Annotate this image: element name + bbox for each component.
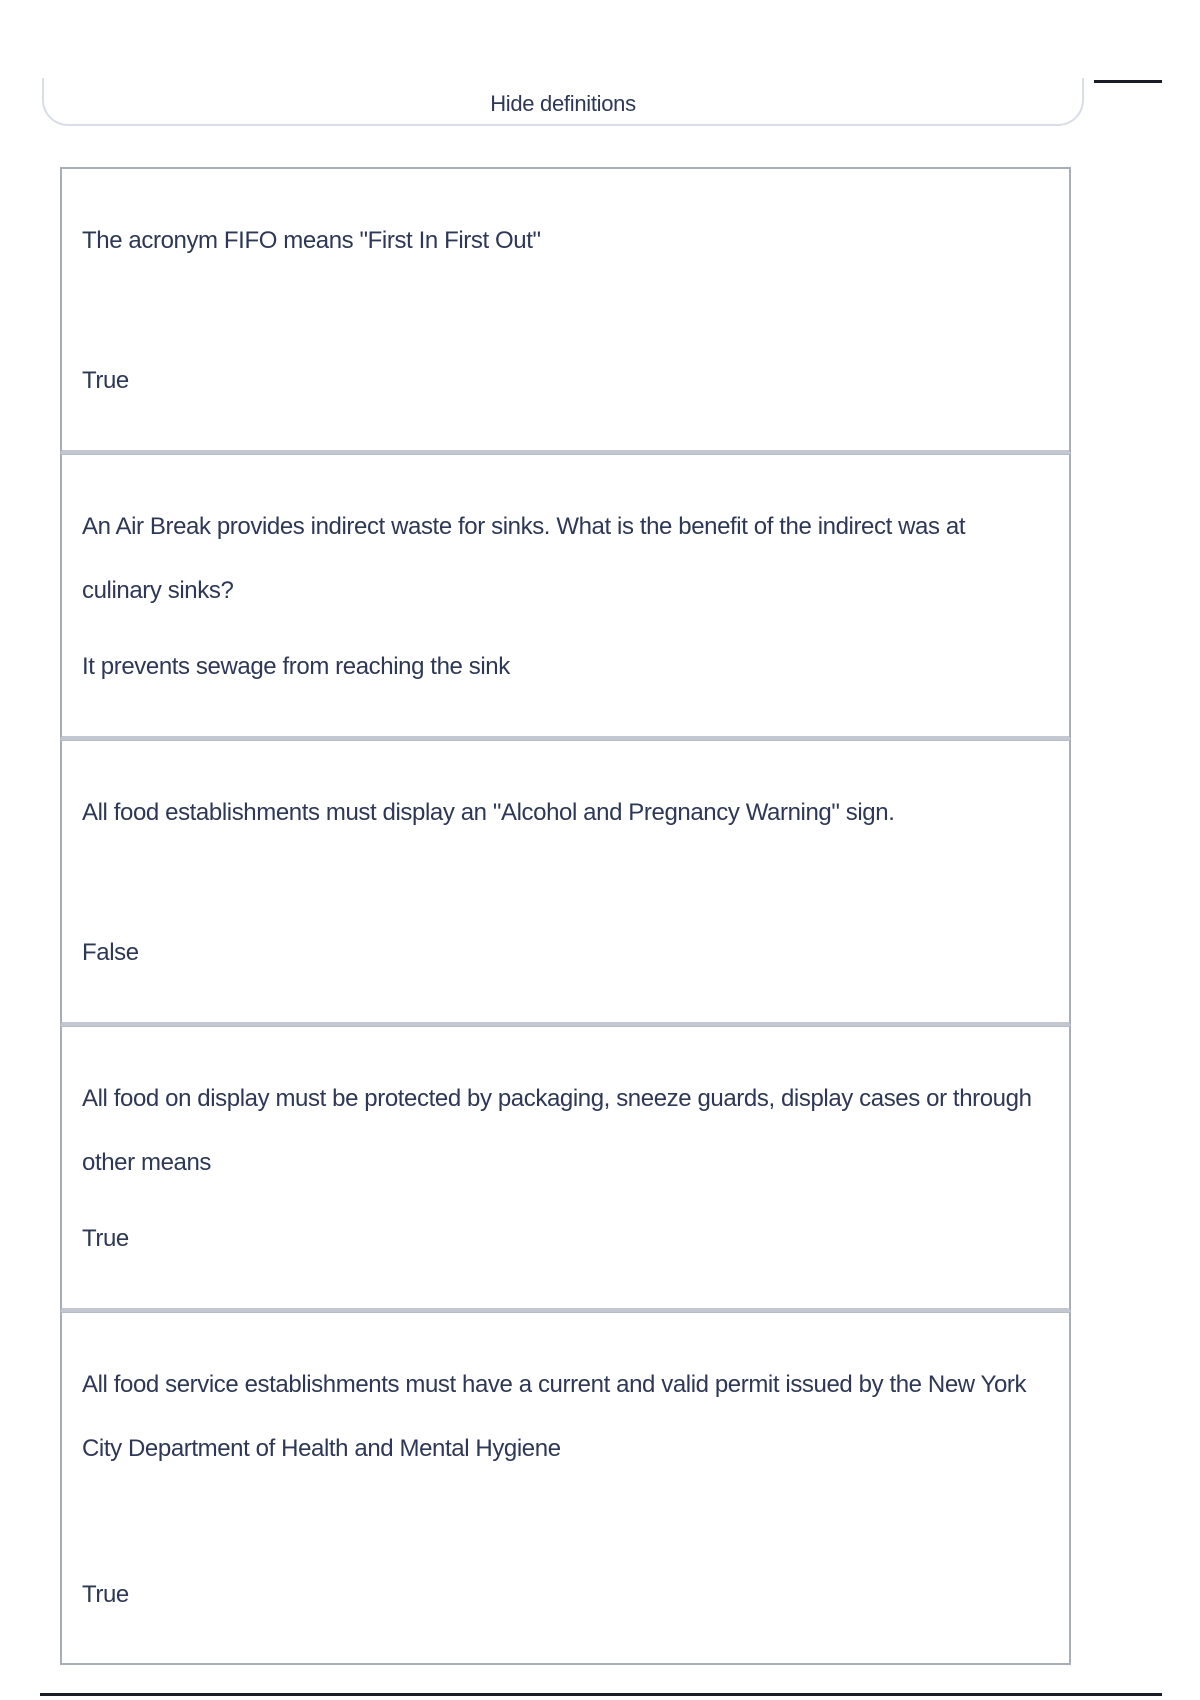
flashcard-list (60, 167, 1071, 1665)
flashcard[interactable] (60, 1312, 1071, 1665)
flashcard[interactable] (60, 740, 1071, 1026)
hide-definitions-button[interactable] (42, 78, 1084, 126)
card-term: An Air Break provides indirect waste for sinks. What is the benefit of the indirect was at culinary sinks? (82, 513, 966, 604)
top-divider (1094, 80, 1162, 83)
card-definition: True (82, 367, 129, 394)
hide-definitions-label: Hide definitions (490, 91, 636, 116)
card-definition: False (82, 939, 139, 966)
card-term: All food on display must be protected by packaging, sneeze guards, display cases or through other means (82, 1085, 1032, 1176)
flashcard[interactable] (60, 1026, 1071, 1312)
card-definition: It prevents sewage from reaching the sink (82, 653, 510, 680)
card-term: All food establishments must display an "Alcohol and Pregnancy Warning" sign. (82, 799, 895, 826)
flashcard[interactable] (60, 454, 1071, 740)
flashcard[interactable] (60, 167, 1071, 454)
card-definition: True (82, 1225, 129, 1252)
bottom-divider (40, 1693, 1162, 1696)
card-definition: True (82, 1581, 129, 1608)
card-term: All food service establishments must have a current and valid permit issued by the New York City Department of Health and Mental Hygiene (82, 1371, 1027, 1462)
card-term: The acronym FIFO means "First In First Out" (82, 227, 541, 254)
